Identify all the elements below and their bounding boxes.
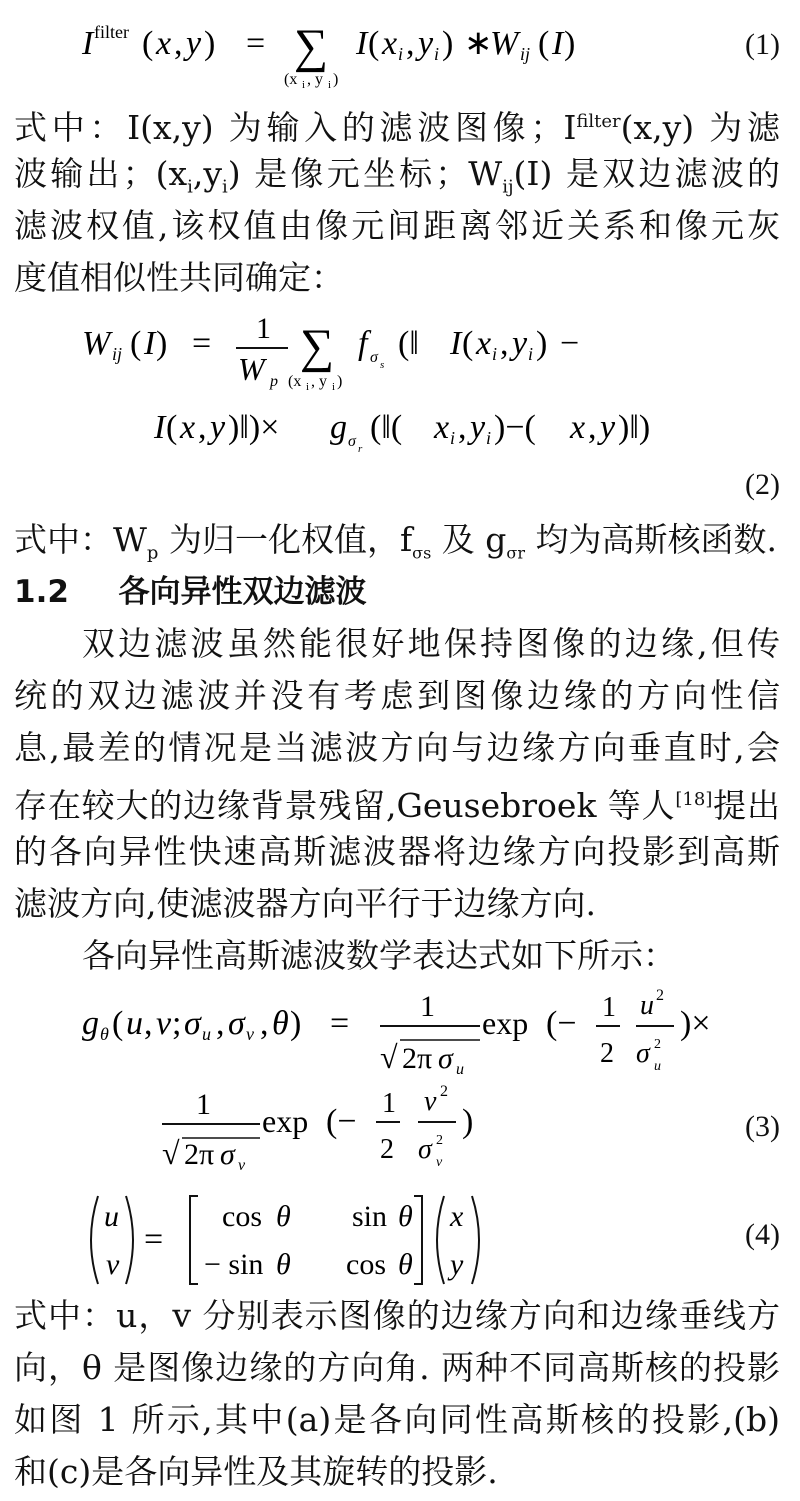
svg-text:=: = (330, 1005, 350, 1042)
svg-text:2: 2 (436, 1133, 443, 1148)
paragraph-1-line-4: 度值相似性共同确定： (14, 258, 344, 297)
svg-text:θ: θ (272, 1005, 289, 1042)
svg-text:,: , (144, 1005, 153, 1042)
svg-text:I: I (154, 409, 166, 446)
equation-1 (80, 8, 640, 88)
equation-4-number: (4) (745, 1218, 780, 1251)
svg-text:p: p (270, 373, 278, 390)
svg-text:g: g (330, 409, 347, 446)
svg-text:2π: 2π (184, 1138, 215, 1171)
svg-text:;: ; (172, 1005, 182, 1042)
svg-text:1: 1 (382, 1088, 396, 1119)
svg-text:2: 2 (440, 1083, 448, 1100)
citation-ref: [18] (675, 789, 713, 810)
svg-text:y: y (418, 25, 434, 62)
svg-text:r: r (358, 443, 363, 455)
svg-text:v: v (238, 1157, 246, 1174)
svg-text:i: i (328, 79, 332, 88)
svg-text:x: x (570, 409, 586, 446)
svg-text:): ) (156, 325, 168, 362)
svg-text:σ: σ (220, 1138, 235, 1171)
svg-text:v: v (436, 1155, 443, 1170)
paragraph-1-line-3: 滤波权值,该权值由像元间距离邻近关系和像元灰 (14, 206, 780, 245)
svg-text:∑: ∑ (300, 320, 335, 373)
svg-text:x: x (476, 325, 492, 362)
svg-text:I: I (356, 25, 368, 62)
svg-text:i: i (332, 381, 336, 393)
svg-text:(: ( (462, 325, 474, 362)
svg-text:√: √ (162, 1135, 180, 1171)
svg-text:sin: sin (352, 1200, 388, 1233)
svg-text:(: ( (142, 25, 154, 62)
svg-text:=: = (192, 325, 212, 362)
svg-text:I: I (450, 325, 462, 362)
svg-text:,: , (500, 325, 509, 362)
svg-text:W: W (490, 25, 519, 62)
paragraph-3-line-3: 息,最差的情况是当滤波方向与边缘方向垂直时,会 (14, 728, 780, 767)
svg-text:filter: filter (94, 22, 129, 42)
svg-text:v: v (156, 1005, 172, 1042)
svg-text:v: v (246, 1024, 254, 1044)
svg-text:σ: σ (348, 433, 356, 450)
svg-text:, y: , y (311, 373, 327, 390)
svg-text:x: x (450, 1200, 464, 1233)
svg-text:2: 2 (656, 988, 664, 1004)
section-number: 1.2 (14, 574, 69, 610)
svg-text:σ: σ (418, 1134, 432, 1165)
paragraph-4-line-1: 各向异性高斯滤波数学表达式如下所示： (82, 936, 676, 975)
svg-text:)‖): )‖) (618, 409, 651, 446)
svg-text:u: u (456, 1061, 464, 1078)
svg-text:I: I (144, 325, 156, 362)
svg-text:−: − (560, 325, 580, 362)
svg-text:i: i (486, 428, 492, 448)
svg-text:exp: exp (482, 1005, 529, 1041)
svg-text:1: 1 (602, 992, 616, 1023)
paragraph-3-line-5: 的各向异性快速高斯滤波器将边缘方向投影到高斯 (14, 832, 780, 871)
svg-text:∑: ∑ (294, 20, 329, 73)
paragraph-2-line-1: 式中：$W_p$ 为归一化权值，$f_{\sigma s}$ 及 $g_{\sigma r}$ 均为高斯核函数. (14, 520, 777, 564)
svg-text:y: y (210, 409, 226, 446)
section-heading (14, 570, 780, 614)
svg-text:cos: cos (346, 1248, 386, 1281)
svg-text:): ) (564, 25, 576, 62)
svg-text:): ) (333, 71, 339, 88)
svg-text:I: I (82, 25, 94, 62)
svg-text:θ: θ (398, 1248, 413, 1281)
svg-text:u: u (640, 990, 654, 1021)
svg-text:2: 2 (654, 1037, 661, 1052)
svg-text:W: W (82, 325, 111, 362)
svg-text:y: y (470, 409, 486, 446)
svg-text:(: ( (538, 25, 550, 62)
paragraph-5-line-3: 如图 1 所示,其中(a)是各向同性高斯核的投影,(b) (14, 1400, 780, 1439)
svg-text:W: W (238, 351, 265, 387)
svg-text:i: i (450, 428, 456, 448)
svg-text:,: , (260, 1005, 269, 1042)
svg-text:x: x (180, 409, 196, 446)
svg-text:v: v (106, 1248, 120, 1281)
paragraph-3-line-2: 统的双边滤波并没有考虑到图像边缘的方向性信 (14, 676, 780, 715)
svg-text:σ: σ (636, 1038, 650, 1069)
svg-text:(: ( (166, 409, 178, 446)
paragraph-1-line-1: 式中：I(x,y) 为输入的滤波图像；$I^{filter}(x,y)$ 为滤 (14, 108, 780, 147)
svg-text:√: √ (380, 1039, 398, 1075)
svg-text:(: ( (130, 325, 142, 362)
svg-text:exp: exp (262, 1103, 309, 1139)
svg-text:,: , (458, 409, 467, 446)
svg-text:(x: (x (288, 373, 302, 390)
svg-text:=: = (246, 25, 266, 62)
paragraph-5-line-4: 和(c)是各向异性及其旋转的投影. (14, 1452, 498, 1491)
svg-text:(‖(: (‖( (370, 409, 403, 446)
paragraph-3-line-4: 存在较大的边缘背景残留,Geusebroek 等人[18]提出 (14, 786, 781, 825)
svg-text:u: u (654, 1059, 661, 1074)
svg-text:(: ( (368, 25, 380, 62)
svg-text:θ: θ (276, 1200, 291, 1233)
svg-text:)‖)×: )‖)× (228, 409, 280, 446)
svg-text:ij: ij (112, 344, 123, 364)
svg-text:θ: θ (398, 1200, 413, 1233)
svg-text:2: 2 (600, 1038, 614, 1069)
svg-text:i: i (528, 344, 534, 364)
equation-1-number: (1) (745, 28, 780, 61)
svg-text:): ) (536, 325, 548, 362)
paragraph-3-line-1: 双边滤波虽然能很好地保持图像的边缘,但传 (82, 624, 780, 663)
svg-text:,: , (198, 409, 207, 446)
svg-text:ij: ij (520, 44, 531, 64)
paragraph-5-line-1: 式中：u，v 分别表示图像的边缘方向和边缘垂线方 (14, 1296, 780, 1335)
svg-text:1: 1 (196, 1088, 211, 1121)
svg-text:2: 2 (380, 1134, 394, 1165)
svg-text:− sin: − sin (204, 1248, 264, 1281)
svg-text:,: , (588, 409, 597, 446)
svg-text:u: u (202, 1024, 211, 1044)
svg-text:): ) (290, 1005, 302, 1042)
svg-text:∗: ∗ (464, 25, 493, 62)
svg-text:x: x (156, 25, 172, 62)
svg-text:i: i (306, 381, 310, 393)
svg-text:u: u (126, 1005, 143, 1042)
svg-text:=: = (144, 1221, 164, 1258)
svg-text:σ: σ (228, 1005, 245, 1042)
svg-text:x: x (434, 409, 450, 446)
equation-3 (80, 988, 780, 1178)
svg-text:)×: )× (680, 1005, 711, 1042)
svg-text:(‖: (‖ (398, 325, 419, 362)
svg-text:y: y (600, 409, 616, 446)
svg-text:i: i (398, 44, 404, 64)
svg-text:(−: (− (326, 1103, 357, 1140)
svg-text:): ) (337, 373, 343, 390)
svg-text:v: v (424, 1086, 437, 1117)
equation-4 (80, 1190, 640, 1290)
svg-text:i: i (302, 79, 306, 88)
svg-text:σ: σ (184, 1005, 201, 1042)
svg-text:1: 1 (420, 990, 435, 1023)
svg-text:cos: cos (222, 1200, 262, 1233)
svg-text:,: , (406, 25, 415, 62)
svg-text:)−(: )−( (494, 409, 536, 446)
svg-text:I: I (552, 25, 564, 62)
svg-text:1: 1 (256, 312, 271, 345)
svg-text:x: x (382, 25, 398, 62)
svg-text:σ: σ (370, 349, 378, 366)
svg-text:u: u (104, 1200, 119, 1233)
svg-text:(: ( (112, 1005, 124, 1042)
svg-text:2π: 2π (402, 1042, 433, 1075)
svg-text:θ: θ (276, 1248, 291, 1281)
svg-text:θ: θ (100, 1024, 109, 1044)
svg-text:σ: σ (438, 1042, 453, 1075)
svg-text:(x: (x (284, 71, 298, 88)
svg-text:y: y (186, 25, 202, 62)
paragraph-5-line-2: 向，θ 是图像边缘的方向角. 两种不同高斯核的投影 (14, 1348, 780, 1387)
svg-text:f: f (358, 325, 368, 362)
svg-text:,: , (174, 25, 183, 62)
svg-text:): ) (462, 1103, 474, 1140)
section-title: 各向异性双边滤波 (118, 574, 367, 610)
svg-text:): ) (204, 25, 216, 62)
equation-2-number: (2) (745, 468, 780, 501)
equation-2 (80, 308, 780, 458)
svg-text:s: s (380, 359, 385, 371)
paragraph-1-line-2: 波输出；$(x_i,y_i)$ 是像元坐标；$W_{ij}(I)$ 是双边滤波的 (14, 154, 780, 198)
paragraph-3-line-6: 滤波方向,使滤波器方向平行于边缘方向. (14, 884, 596, 923)
svg-text:): ) (442, 25, 454, 62)
equation-3-number: (3) (745, 1110, 780, 1143)
svg-text:, y: , y (307, 71, 323, 88)
svg-text:i: i (492, 344, 498, 364)
svg-text:i: i (434, 44, 440, 64)
svg-text:(−: (− (546, 1005, 577, 1042)
svg-text:g: g (82, 1005, 99, 1042)
svg-text:,: , (216, 1005, 225, 1042)
svg-text:y: y (450, 1248, 464, 1281)
svg-text:y: y (512, 325, 528, 362)
